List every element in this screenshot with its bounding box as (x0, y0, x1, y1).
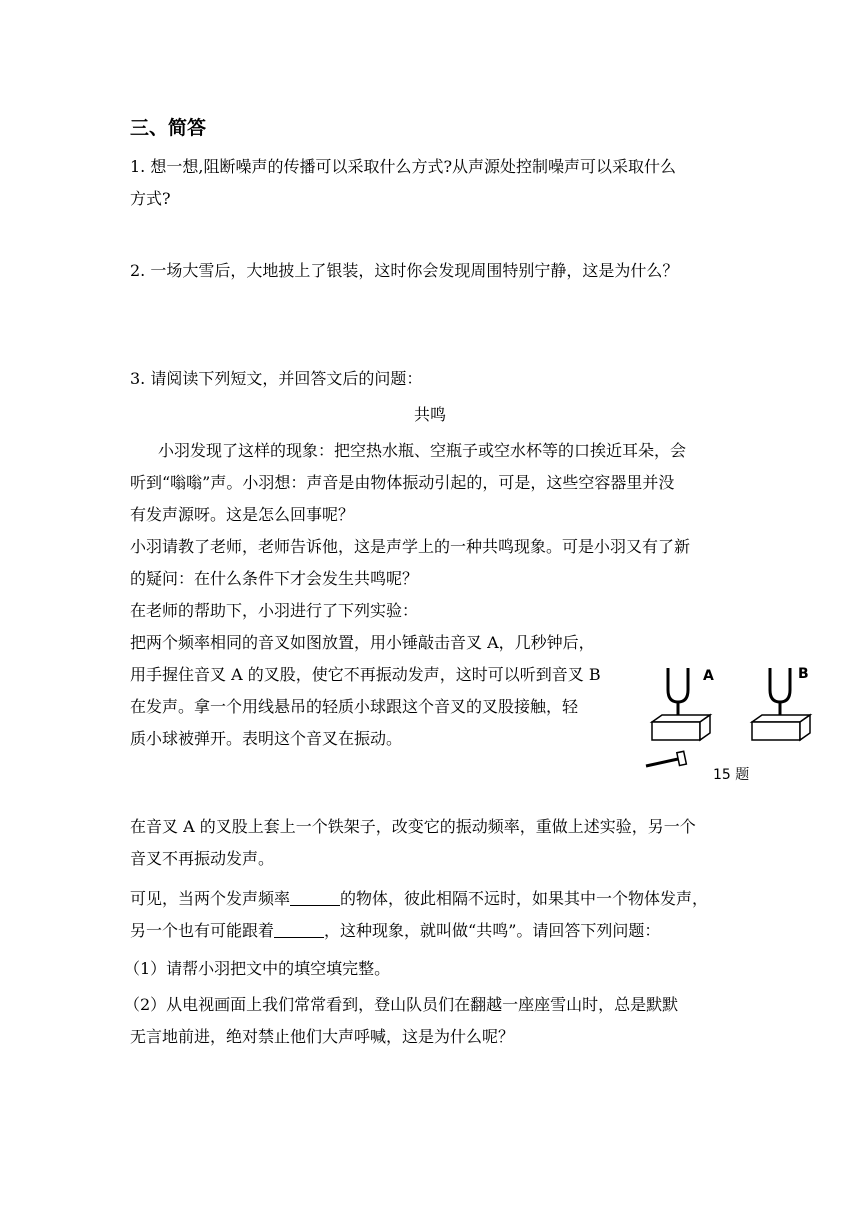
p6-line1-b: 的物体，彼此相隔不远时，如果其中一个物体发声， (340, 889, 709, 908)
p1-line2: 听到“嗡嗡”声。小羽想：声音是由物体振动引起的，可是，这些空容器里并没 (130, 473, 675, 492)
q1-line1: 1. 想一想,阻断噪声的传播可以采取什么方式?从声源处控制噪声可以采取什么 (130, 157, 677, 176)
blank-2[interactable] (274, 923, 324, 938)
tuning-fork-a (652, 668, 710, 740)
figure-caption: 15 题 (713, 767, 750, 783)
sub-question-2-line1: （2）从电视画面上我们常常看到，登山队员们在翻越一座座雪山时，总是默默 (124, 995, 679, 1014)
p6-line2-a: 另一个也有可能跟着 (130, 921, 275, 940)
p6-line2-b: ，这种现象，就叫做“共鸣”。请回答下列问题： (324, 921, 661, 940)
p3-line1: 在老师的帮助下，小羽进行了下列实验： (130, 601, 419, 620)
label-b: B (798, 666, 809, 682)
p6-line1 (130, 889, 708, 909)
sub-question-2-line2: 无言地前进，绝对禁止他们大声呼喊，这是为什么呢？ (130, 1027, 515, 1046)
sub-question-1: （1）请帮小羽把文中的填空填完整。 (124, 959, 391, 978)
p5-line1: 在音叉 A 的叉股上套上一个铁架子，改变它的振动频率，重做上述实验，另一个 (130, 817, 696, 836)
hammer-icon (646, 751, 686, 766)
article-title: 共鸣 (413, 405, 446, 424)
q3-intro: 3. 请阅读下列短文，并回答文后的问题： (130, 369, 423, 388)
label-a: A (703, 668, 714, 684)
p1-line1: 小羽发现了这样的现象：把空热水瓶、空瓶子或空水杯等的口挨近耳朵，会 (158, 441, 687, 460)
p1-line3: 有发声源呀。这是怎么回事呢？ (130, 505, 355, 524)
section-title: 三、简答 (130, 117, 207, 139)
p6-line2 (130, 921, 660, 941)
p4-line1: 把两个频率相同的音叉如图放置，用小锤敲击音叉 A，几秒钟后， (130, 633, 595, 652)
p4-line3: 在发声。拿一个用线悬吊的轻质小球跟这个音叉的叉股接触，轻 (130, 697, 579, 716)
p2-line2: 的疑问：在什么条件下才会发生共鸣呢？ (130, 569, 419, 588)
p2-line1: 小羽请教了老师，老师告诉他，这是声学上的一种共鸣现象。可是小羽又有了新 (130, 537, 691, 556)
p6-line1-a: 可见，当两个发声频率 (130, 889, 291, 908)
p4-line4: 质小球被弹开。表明这个音叉在振动。 (130, 729, 403, 748)
q2-line1: 2. 一场大雪后，大地披上了银装，这时你会发现周围特别宁静，这是为什么？ (130, 261, 679, 280)
p4-line2: 用手握住音叉 A 的叉股，使它不再振动发声，这时可以听到音叉 B (130, 665, 601, 684)
blank-1[interactable] (290, 891, 340, 906)
p5-line2: 音叉不再振动发声。 (130, 849, 275, 868)
q1-line2: 方式? (130, 189, 171, 208)
